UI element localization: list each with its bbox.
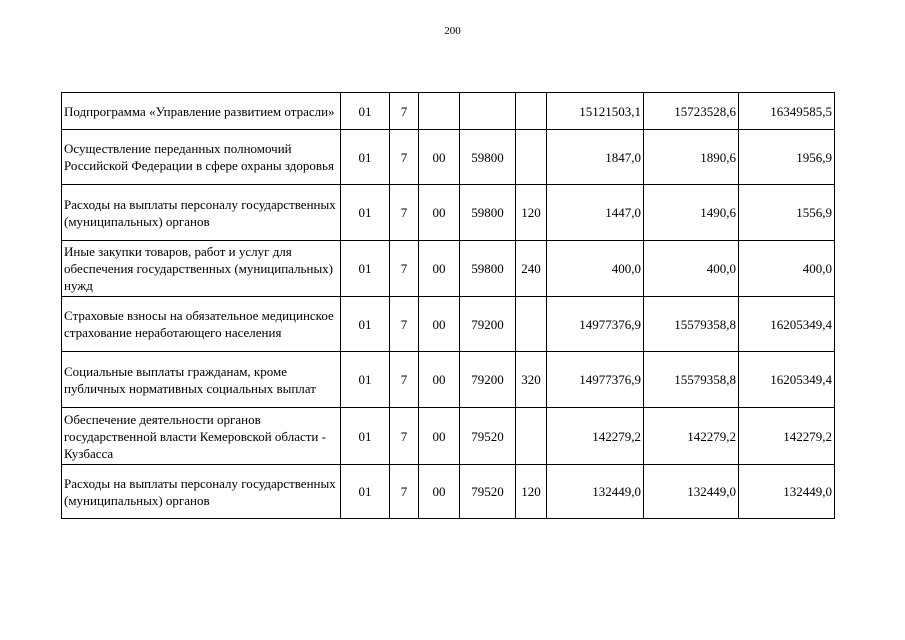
amount-cell: 142279,2 xyxy=(547,408,644,465)
code-cell: 59800 xyxy=(460,241,516,297)
amount-cell: 1890,6 xyxy=(644,130,739,185)
amount-cell: 1847,0 xyxy=(547,130,644,185)
code-cell: 7 xyxy=(390,465,419,519)
amount-cell: 142279,2 xyxy=(644,408,739,465)
amount-cell: 15723528,6 xyxy=(644,93,739,130)
amount-cell: 132449,0 xyxy=(547,465,644,519)
table-row xyxy=(62,130,835,185)
amount-cell: 132449,0 xyxy=(739,465,835,519)
code-cell: 240 xyxy=(516,241,547,297)
amount-cell: 1556,9 xyxy=(739,185,835,241)
code-cell xyxy=(516,297,547,352)
code-cell: 79520 xyxy=(460,465,516,519)
table-row xyxy=(62,408,835,465)
code-cell: 01 xyxy=(341,408,390,465)
amount-cell: 16205349,4 xyxy=(739,297,835,352)
code-cell: 00 xyxy=(419,297,460,352)
code-cell: 120 xyxy=(516,185,547,241)
budget-table xyxy=(61,92,835,519)
amount-cell: 15121503,1 xyxy=(547,93,644,130)
code-cell: 01 xyxy=(341,185,390,241)
amount-cell: 1956,9 xyxy=(739,130,835,185)
code-cell xyxy=(516,93,547,130)
amount-cell: 132449,0 xyxy=(644,465,739,519)
amount-cell: 15579358,8 xyxy=(644,297,739,352)
amount-cell: 16349585,5 xyxy=(739,93,835,130)
amount-cell: 400,0 xyxy=(644,241,739,297)
code-cell xyxy=(516,408,547,465)
code-cell: 7 xyxy=(390,241,419,297)
amount-cell: 400,0 xyxy=(739,241,835,297)
code-cell: 01 xyxy=(341,465,390,519)
code-cell: 79200 xyxy=(460,297,516,352)
row-name: Осуществление переданных полномочий Российской Федерации в сфере охраны здоровья xyxy=(62,130,341,185)
code-cell: 59800 xyxy=(460,130,516,185)
code-cell: 01 xyxy=(341,130,390,185)
amount-cell: 142279,2 xyxy=(739,408,835,465)
code-cell: 01 xyxy=(341,297,390,352)
page-number: 200 xyxy=(444,25,461,37)
row-name: Подпрограмма «Управление развитием отрасли» xyxy=(62,93,341,130)
amount-cell: 1447,0 xyxy=(547,185,644,241)
row-name: Иные закупки товаров, работ и услуг для обеспечения государственных (муниципальных) нужд xyxy=(62,241,341,297)
amount-cell: 400,0 xyxy=(547,241,644,297)
amount-cell: 15579358,8 xyxy=(644,352,739,408)
amount-cell: 16205349,4 xyxy=(739,352,835,408)
table-row xyxy=(62,352,835,408)
code-cell: 01 xyxy=(341,352,390,408)
table-row xyxy=(62,465,835,519)
code-cell: 00 xyxy=(419,465,460,519)
code-cell xyxy=(516,130,547,185)
code-cell: 7 xyxy=(390,297,419,352)
table-row xyxy=(62,93,835,130)
code-cell: 00 xyxy=(419,185,460,241)
code-cell: 7 xyxy=(390,130,419,185)
amount-cell: 14977376,9 xyxy=(547,297,644,352)
code-cell: 320 xyxy=(516,352,547,408)
code-cell: 7 xyxy=(390,93,419,130)
code-cell: 7 xyxy=(390,408,419,465)
code-cell: 00 xyxy=(419,241,460,297)
amount-cell: 14977376,9 xyxy=(547,352,644,408)
row-name: Страховые взносы на обязательное медицинское страхование неработающего населения xyxy=(62,297,341,352)
amount-cell: 1490,6 xyxy=(644,185,739,241)
code-cell: 00 xyxy=(419,408,460,465)
table-row xyxy=(62,241,835,297)
code-cell: 7 xyxy=(390,352,419,408)
row-name: Расходы на выплаты персоналу государственных (муниципальных) органов xyxy=(62,185,341,241)
code-cell xyxy=(419,93,460,130)
table-row xyxy=(62,185,835,241)
code-cell: 59800 xyxy=(460,185,516,241)
code-cell: 00 xyxy=(419,130,460,185)
code-cell: 00 xyxy=(419,352,460,408)
code-cell: 01 xyxy=(341,93,390,130)
code-cell: 79520 xyxy=(460,408,516,465)
row-name: Социальные выплаты гражданам, кроме публичных нормативных социальных выплат xyxy=(62,352,341,408)
code-cell: 01 xyxy=(341,241,390,297)
row-name: Обеспечение деятельности органов государственной власти Кемеровской области - Кузбасса xyxy=(62,408,341,465)
code-cell: 120 xyxy=(516,465,547,519)
code-cell: 7 xyxy=(390,185,419,241)
row-name: Расходы на выплаты персоналу государственных (муниципальных) органов xyxy=(62,465,341,519)
code-cell: 79200 xyxy=(460,352,516,408)
table-row xyxy=(62,297,835,352)
code-cell xyxy=(460,93,516,130)
